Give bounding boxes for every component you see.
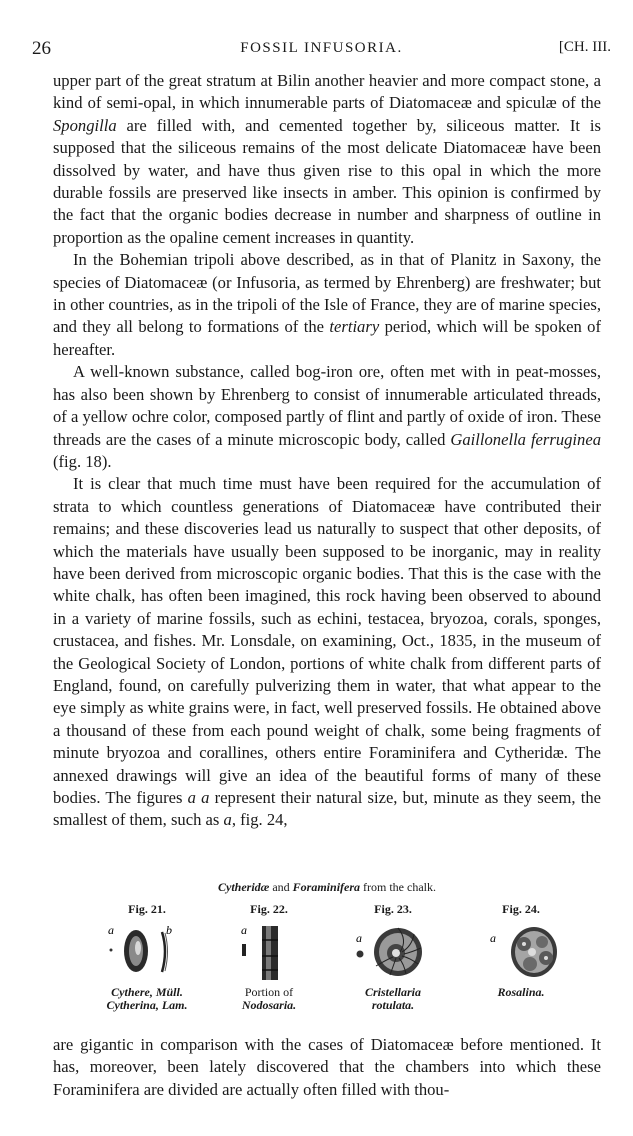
cristellaria-illustration xyxy=(338,920,448,982)
chapter-marker: [CH. III. xyxy=(558,39,611,55)
figure-name: Cytherina, Lam. xyxy=(106,998,188,1012)
figure-name: Cristellaria xyxy=(364,985,421,999)
figure-23 xyxy=(333,902,453,1012)
figure-label: Fig. 23. xyxy=(374,902,412,916)
figure-label: Fig. 21. xyxy=(128,902,166,916)
figure-name: Cythere, Müll. xyxy=(111,985,183,999)
italic-term: Gaillonella ferruginea xyxy=(450,429,601,449)
italic-term: a a xyxy=(187,788,210,807)
text-run: A well-known substance, called bog-iron ore, often met with in peat-mosses, has also been shown by Ehrenberg to consist of innumerable articulated threads, of a yellow ochre color, composed partly of flint and partly of oxide of iron. These threads are the cases of a minute microscopic body, called xyxy=(53,362,601,449)
nodosaria-illustration xyxy=(214,920,324,982)
figure-caption: Cytheridæ and Foraminifera from the chalk. xyxy=(218,880,436,894)
text-run: upper part of the great stratum at Bilin another heavier and more compact stone, a kind of semi-opal, in which innumerable parts of Diatomaceæ and spiculæ of the xyxy=(53,71,601,113)
svg-text:a: a xyxy=(356,931,362,945)
paragraph xyxy=(53,249,601,361)
figure-name: Rosalina. xyxy=(497,985,545,999)
text-run: It is clear that much time must have been required for the accumulation of strata to which countless generations of Diatomaceæ have contributed their remains; and these discoveries lead us naturally to suspect that other deposits, of which the materials have usually been supposed to be inorganic, may in reality have been derived from microscopic organic bodies. That this is the case with the white chalk, has often been imagined, this rock having been observed to abound in a variety of marine fossils, such as echini, testacea, bryozoa, corals, sponges, crustacea, and fishes. Mr. Lonsdale, on examining, Oct., 1835, in the museum of the Geological Society of London, portions of white chalk from different parts of England, found, on carefully pulverizing them in water, that what appear to the eye simply as white grains were, in fact, well preserved fossils. He obtained above a thousand of these from each pound weight of chalk, some being fragments of minute bryozoa and corallines, others entire Foraminifera and Cytheridæ. The annexed drawings will give an idea of the beautiful forms of many of these bodies. The figures xyxy=(53,474,601,807)
running-title: FOSSIL INFUSORIA. xyxy=(240,40,403,56)
paragraph xyxy=(53,361,601,473)
figure-name: Portion of xyxy=(244,985,294,999)
rosalina-illustration xyxy=(466,920,576,982)
figure-21 xyxy=(87,902,207,1012)
svg-text:a: a xyxy=(490,931,496,945)
page-number: 26 xyxy=(32,38,51,59)
figure-label: Fig. 22. xyxy=(250,902,288,916)
italic-term: tertiary xyxy=(329,317,380,337)
italic-term: a xyxy=(223,810,232,830)
cythere-illustration xyxy=(92,920,202,982)
figure-name: rotulata. xyxy=(371,998,415,1012)
svg-text:a: a xyxy=(241,923,247,937)
running-head xyxy=(32,38,611,64)
figure-plate xyxy=(53,874,601,1024)
closing-text xyxy=(53,1034,601,1101)
svg-text:a: a xyxy=(108,923,114,937)
text-run: , fig. 24, xyxy=(231,810,288,830)
text-run: represent their natural size, but, minute as they seem, the smallest of them, such as xyxy=(53,788,601,830)
figure-name: Nodosaria. xyxy=(241,998,297,1012)
svg-text:b: b xyxy=(166,923,172,937)
text-run: (fig. 18). xyxy=(53,451,112,471)
text-run: period, which will be spoken of hereafter. xyxy=(53,317,602,359)
closing-paragraph: are gigantic in comparison with the cases of Diatomaceæ before mentioned. It has, moreover, been lately discovered that the chambers into which these Foraminifera are divided are actually often filled with thou- xyxy=(53,1035,601,1099)
italic-term: Spongilla xyxy=(53,115,117,135)
text-run: are filled with, and cemented together by, siliceous matter. It is supposed that the siliceous remains of the most delicate Diatomaceæ have been dissolved by water, and have thus given rise to this opal in which the more durable fossils are preserved like insects in amber. This opinion is confirmed by the fact that the organic bodies decrease in number and sharpness of outline in proportion as the opaline cement increases in quantity. xyxy=(53,115,601,247)
figure-24 xyxy=(461,902,581,999)
text-run: In the Bohemian tripoli above described, as in that of Planitz in Saxony, the species of Diatomaceæ (or Infusoria, as termed by Ehrenberg) are freshwater; but in other countries, as in the tripoli of the Isle of France, they are of marine species, and they all belong to formations of the xyxy=(53,250,601,337)
body-text xyxy=(53,70,601,832)
figure-label: Fig. 24. xyxy=(502,902,540,916)
paragraph xyxy=(53,70,601,249)
paragraph xyxy=(53,473,601,832)
figure-22 xyxy=(209,902,329,1012)
